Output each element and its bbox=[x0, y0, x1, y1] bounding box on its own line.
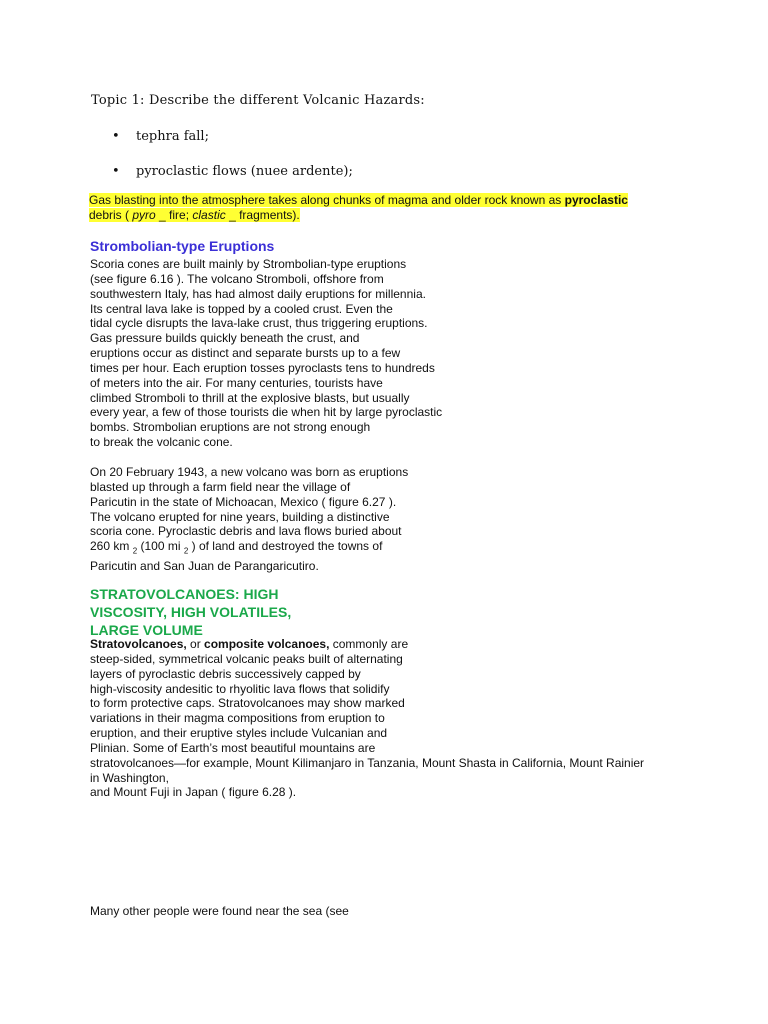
text-line: (see figure 6.16 ). The volcano Stromboli, offshore from bbox=[90, 271, 384, 286]
heading-line: VISCOSITY, HIGH VOLATILES, bbox=[90, 604, 292, 620]
closing-paragraph bbox=[90, 904, 349, 919]
text-line: Paricutin and San Juan de Parangaricutiro. bbox=[90, 559, 319, 574]
area-text: (100 mi bbox=[137, 539, 184, 554]
bullet-icon: • bbox=[112, 164, 120, 179]
highlight-text: _ fire; bbox=[155, 208, 193, 222]
text-line: Many other people were found near the sea (see bbox=[90, 904, 349, 918]
strombolian-paragraph-1 bbox=[90, 257, 442, 450]
text-line: to break the volcanic cone. bbox=[90, 435, 233, 450]
area-text: 260 km bbox=[90, 539, 133, 554]
heading-line: LARGE VOLUME bbox=[90, 622, 203, 638]
stratovolcano-paragraph bbox=[90, 637, 644, 800]
text-line: blasted up through a farm field near the village of bbox=[90, 479, 351, 494]
strombolian-paragraph-2 bbox=[90, 465, 408, 574]
highlight-text: Gas blasting into the atmosphere takes along chunks of magma and older rock known as bbox=[89, 193, 565, 207]
text-line: eruptions occur as distinct and separate bursts up to a few bbox=[90, 346, 401, 361]
text-line: steep-sided, symmetrical volcanic peaks built of alternating bbox=[90, 651, 403, 666]
bullet-text: tephra fall; bbox=[136, 129, 209, 144]
list-item bbox=[110, 128, 353, 163]
text-line: climbed Stromboli to thrill at the explosive blasts, but usually bbox=[90, 390, 410, 405]
bold-term: composite volcanoes, bbox=[204, 637, 330, 651]
text-line: scoria cone. Pyroclastic debris and lava flows buried about bbox=[90, 524, 402, 539]
text-line: layers of pyroclastic debris successively capped by bbox=[90, 666, 361, 681]
text-line: times per hour. Each eruption tosses pyroclasts tens to hundreds bbox=[90, 360, 435, 375]
heading-line: STRATOVOLCANOES: HIGH bbox=[90, 586, 279, 602]
text-line: high-viscosity andesitic to rhyolitic lava flows that solidify bbox=[90, 681, 390, 696]
text-line: Paricutin in the state of Michoacan, Mexico ( figure 6.27 ). bbox=[90, 494, 397, 509]
highlight-text: _ fragments). bbox=[225, 208, 300, 222]
text-line: The volcano erupted for nine years, building a distinctive bbox=[90, 509, 390, 524]
hazard-list bbox=[110, 128, 353, 198]
text-line: every year, a few of those tourists die when hit by large pyroclastic bbox=[90, 405, 443, 420]
text-line: variations in their magma compositions from eruption to bbox=[90, 711, 385, 726]
superscript: 2 bbox=[132, 546, 138, 556]
text-line: bombs. Strombolian eruptions are not strong enough bbox=[90, 420, 371, 435]
highlighted-paragraph bbox=[89, 193, 669, 223]
stratovolcano-heading bbox=[90, 585, 291, 639]
text-line: eruption, and their eruptive styles include Vulcanian and bbox=[90, 726, 388, 741]
bullet-text: pyroclastic flows (nuee ardente); bbox=[136, 164, 353, 179]
text-line: Plinian. Some of Earth’s most beautiful mountains are bbox=[90, 740, 376, 755]
area-text: ) of land and destroyed the towns of bbox=[188, 539, 383, 554]
text-line: in Washington, bbox=[90, 770, 169, 785]
text-line: of meters into the air. For many centuries, tourists have bbox=[90, 375, 383, 390]
text-line: Gas pressure builds quickly beneath the crust, and bbox=[90, 331, 360, 346]
highlight-text: debris ( bbox=[89, 208, 133, 222]
text-line: On 20 February 1943, a new volcano was born as eruptions bbox=[90, 465, 409, 479]
highlight-italic-term: pyro bbox=[132, 208, 156, 222]
text-line: and Mount Fuji in Japan ( figure 6.28 ). bbox=[90, 785, 297, 800]
topic-heading: Topic 1: Describe the different Volcanic Hazards: bbox=[91, 93, 425, 108]
text-line: Scoria cones are built mainly by Strombolian-type eruptions bbox=[90, 257, 407, 271]
text-line: Its central lava lake is topped by a cooled crust. Even the bbox=[90, 301, 393, 316]
bold-term: Stratovolcanoes, bbox=[90, 637, 187, 651]
text-line: stratovolcanoes—for example, Mount Kilimanjaro in Tanzania, Mount Shasta in California, Mount Rainier bbox=[90, 755, 645, 770]
text-span: or bbox=[186, 637, 205, 651]
text-line bbox=[90, 539, 408, 559]
strombolian-heading: Strombolian-type Eruptions bbox=[90, 238, 275, 254]
highlight-bold-term: pyroclastic bbox=[564, 193, 628, 207]
bullet-icon: • bbox=[112, 129, 120, 144]
text-span: commonly are bbox=[329, 637, 409, 651]
text-line: southwestern Italy, has had almost daily eruptions for millennia. bbox=[90, 286, 426, 301]
text-line: to form protective caps. Stratovolcanoes may show marked bbox=[90, 696, 405, 711]
text-line bbox=[90, 637, 644, 652]
superscript: 2 bbox=[183, 546, 189, 556]
text-line: tidal cycle disrupts the lava-lake crust, thus triggering eruptions. bbox=[90, 316, 428, 331]
highlight-italic-term: clastic bbox=[192, 208, 226, 222]
